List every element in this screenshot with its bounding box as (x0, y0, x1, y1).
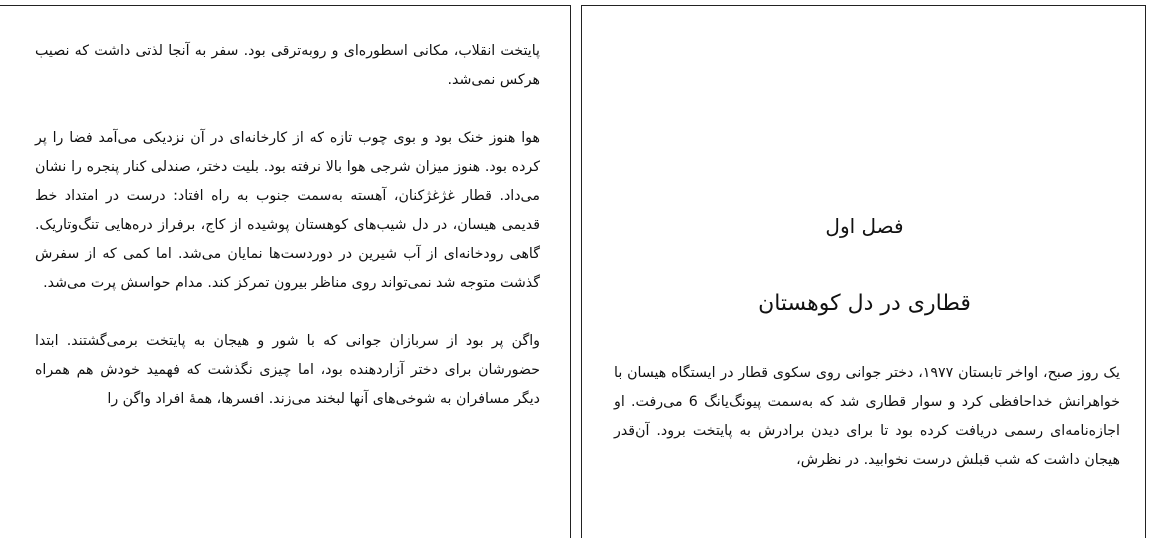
chapter-title: قطاری در دل کوهستان (758, 291, 971, 316)
chapter-label: فصل اول (825, 214, 904, 238)
left-page (0, 5, 571, 538)
paragraph-2: هوا هنوز خنک بود و بوی چوب تازه که از کارخانه‌ای در آن نزدیکی می‌آمد فضا را پر کرده بود. هنوز میزان شرجی هوا بالا نرفته بود. بلیت دختر، صندلی کنار پنجره را نشان می‌داد. قطار غژغژکنان، آهسته به‌سمت جنوب به راه افتاد: درست در امتداد خط قدیمی هیسان، در دل شیب‌های کوهستان پوشیده از کاج، برفراز دره‌هایی تنگ‌وتاریک. گاهی رودخانه‌ای از آب شیرین در دوردست‌ها نمایان می‌شد. اما کمی که از سفرش گذشت متوجه شد نمی‌تواند روی مناظر بیرون تمرکز کند. مدام حواسش پرت می‌شد. (35, 130, 540, 291)
left-page-text (35, 37, 540, 414)
right-page-text (614, 359, 1120, 475)
opening-paragraph: یک روز صبح، اواخر تابستان ۱۹۷۷، دختر جوانی روی سکوی قطار در ایستگاه هیسان با خواهرانش خداحافظی کرد و سوار قطاری شد که به‌سمت پیونگ‌یانگ 6 می‌رفت. او اجازه‌نامه‌ای رسمی دریافت کرده بود تا برای دیدن برادرش به پایتخت برود. آن‌قدر هیجان داشت که شب قبلش درست نخوابید. در نظرش، (614, 365, 1121, 468)
paragraph-3: واگن پر بود از سربازان جوانی که با شور و هیجان به پایتخت برمی‌گشتند. ابتدا حضورشان برای دختر آزاردهنده بود، اما چیزی نگذشت که فهمید خودش هم همراه دیگر مسافران به شوخی‌های آنها لبخند می‌زند. افسرها، همهٔ افراد واگن را (35, 333, 540, 407)
paragraph-gap (35, 298, 540, 327)
paragraph-gap (35, 95, 540, 124)
paragraph-1: پایتخت انقلاب، مکانی اسطوره‌ای و روبه‌ترقی بود. سفر به آنجا لذتی داشت که نصیب هرکس نمی‌شد. (35, 43, 540, 88)
right-page (581, 5, 1146, 538)
